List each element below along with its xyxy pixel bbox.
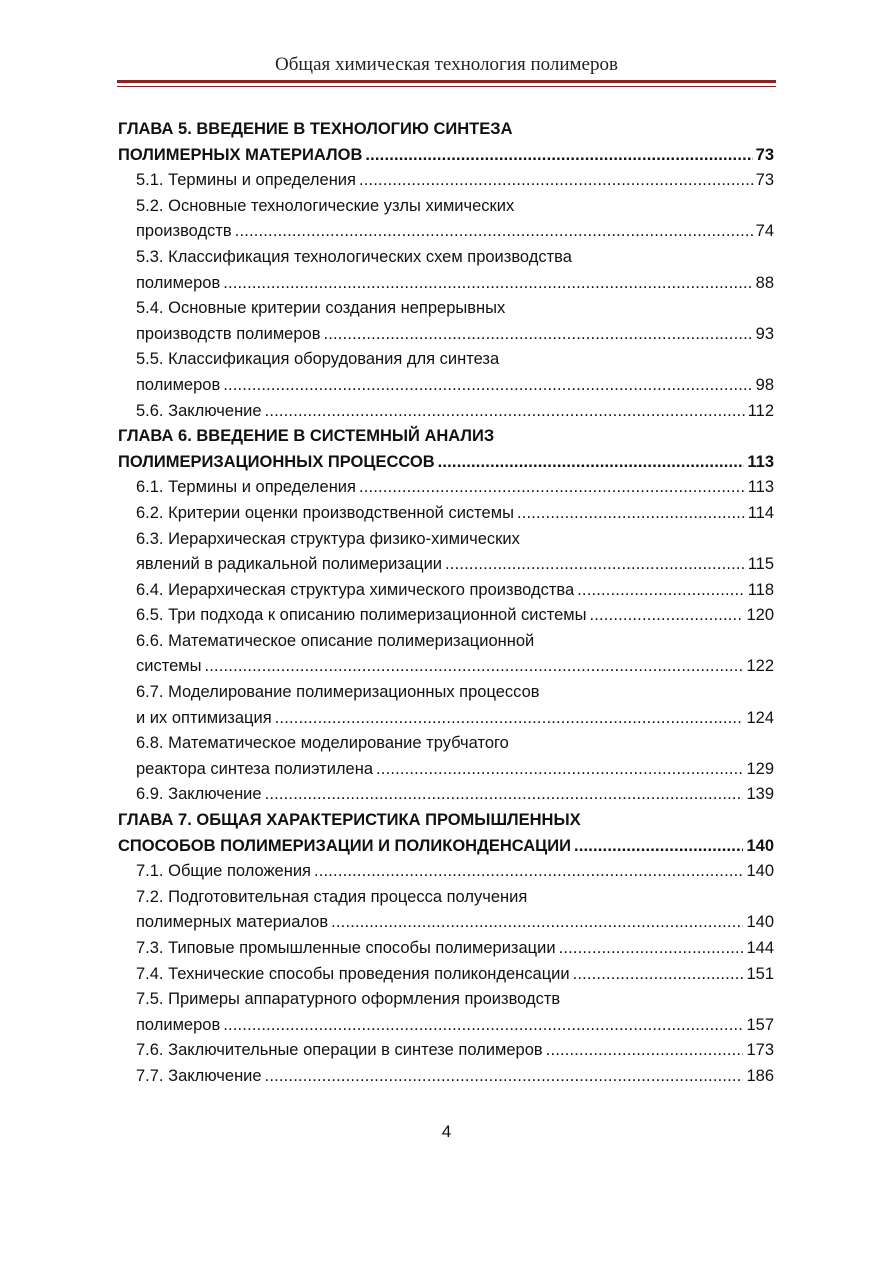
entry-title: 6.3. Иерархическая структура физико-химических bbox=[136, 529, 520, 548]
dot-leader bbox=[590, 603, 744, 629]
dot-leader bbox=[265, 782, 744, 808]
entry-title: 5.2. Основные технологические узлы химических bbox=[136, 196, 515, 215]
toc-entry-6-2 bbox=[118, 501, 774, 527]
dot-leader bbox=[223, 373, 752, 399]
dot-leader bbox=[546, 1038, 744, 1064]
entry-title: 5.6. Заключение bbox=[136, 401, 262, 420]
toc-entry-6-8 bbox=[118, 731, 774, 782]
toc-entry-7-6 bbox=[118, 1038, 774, 1064]
dot-leader bbox=[577, 578, 745, 604]
entry-title: 7.7. Заключение bbox=[136, 1066, 262, 1085]
entry-page-number: 140 bbox=[746, 862, 774, 881]
toc-entry-6-6 bbox=[118, 629, 774, 680]
entry-title: 7.3. Типовые промышленные способы полимеризации bbox=[136, 939, 556, 957]
entry-title-continued: и их оптимизация bbox=[136, 708, 272, 727]
chapter-title-line bbox=[118, 808, 774, 834]
toc-entry-5-2 bbox=[118, 194, 774, 245]
entry-page-number: 144 bbox=[746, 939, 774, 957]
entry-page-number: 157 bbox=[746, 1015, 774, 1034]
entry-title-continued: полимеров bbox=[136, 273, 221, 292]
toc-entry-7-5 bbox=[118, 987, 774, 1038]
entry-title-continued: системы bbox=[136, 657, 202, 676]
toc-entry-7-3 bbox=[118, 936, 774, 962]
dot-leader bbox=[438, 450, 745, 476]
entry-page-number: 140 bbox=[746, 913, 774, 932]
entry-title: 7.6. Заключительные операции в синтезе полимеров bbox=[136, 1041, 543, 1060]
dot-leader bbox=[275, 706, 744, 732]
dot-leader bbox=[204, 654, 743, 680]
dot-leader bbox=[223, 1013, 743, 1039]
toc-entry-6-7 bbox=[118, 680, 774, 731]
dot-leader bbox=[517, 501, 745, 527]
toc-entry-6-4 bbox=[118, 578, 774, 604]
toc-chapter-5 bbox=[118, 117, 774, 168]
entry-title: 6.9. Заключение bbox=[136, 785, 262, 804]
toc-entry-7-2 bbox=[118, 885, 774, 936]
entry-title: 7.1. Общие положения bbox=[136, 862, 311, 881]
dot-leader bbox=[323, 322, 752, 348]
entry-page-number: 93 bbox=[755, 324, 774, 343]
entry-title: 7.2. Подготовительная стадия процесса получения bbox=[136, 887, 528, 906]
dot-leader bbox=[559, 936, 744, 962]
entry-page-number: 124 bbox=[746, 708, 774, 727]
entry-title-continued: реактора синтеза полиэтилена bbox=[136, 759, 374, 778]
entry-title-continued: производств полимеров bbox=[136, 324, 321, 343]
entry-page-number: 118 bbox=[747, 580, 774, 599]
chapter-title: ПОЛИМЕРНЫХ МАТЕРИАЛОВ bbox=[118, 145, 363, 164]
header-rule-thin bbox=[117, 86, 776, 87]
entry-page-number: 186 bbox=[746, 1066, 774, 1085]
chapter-title: ГЛАВА 5. ВВЕДЕНИЕ В ТЕХНОЛОГИЮ СИНТЕЗА bbox=[118, 120, 513, 138]
entry-title: 5.3. Классификация технологических схем производства bbox=[136, 247, 572, 266]
toc-entry-7-4 bbox=[118, 962, 774, 988]
entry-page-number: 151 bbox=[746, 964, 774, 983]
chapter-page-number: 73 bbox=[755, 145, 774, 164]
chapter-title-line bbox=[118, 143, 774, 169]
chapter-title-line bbox=[118, 450, 774, 476]
toc-entry-5-6 bbox=[118, 399, 774, 425]
chapter-title-line bbox=[118, 834, 774, 860]
toc-entry-6-3 bbox=[118, 527, 774, 578]
entry-page-number: 120 bbox=[746, 606, 774, 625]
toc-chapter-7 bbox=[118, 808, 774, 859]
dot-leader bbox=[365, 143, 752, 169]
entry-page-number: 74 bbox=[755, 222, 774, 241]
entry-page-number: 88 bbox=[755, 273, 774, 292]
entry-page-number: 122 bbox=[746, 657, 774, 676]
toc-entry-6-1 bbox=[118, 475, 774, 501]
toc-entry-6-9 bbox=[118, 782, 774, 808]
toc-entry-5-3 bbox=[118, 245, 774, 296]
entry-title: 7.5. Примеры аппаратурного оформления производств bbox=[136, 990, 561, 1009]
chapter-title-line bbox=[118, 117, 774, 143]
toc-entry-7-1 bbox=[118, 859, 774, 885]
chapter-title-line bbox=[118, 424, 774, 450]
dot-leader bbox=[331, 910, 743, 936]
toc-entry-7-7 bbox=[118, 1064, 774, 1090]
page-number: 4 bbox=[441, 1122, 452, 1141]
chapter-title: ГЛАВА 7. ОБЩАЯ ХАРАКТЕРИСТИКА ПРОМЫШЛЕННЫХ bbox=[118, 811, 581, 830]
entry-page-number: 113 bbox=[747, 478, 774, 497]
entry-title-continued: полимеров bbox=[136, 1015, 221, 1034]
dot-leader bbox=[376, 757, 743, 783]
entry-page-number: 73 bbox=[755, 171, 774, 190]
entry-title: 7.4. Технические способы проведения поликонденсации bbox=[136, 964, 570, 983]
dot-leader bbox=[359, 168, 753, 194]
chapter-title: СПОСОБОВ ПОЛИМЕРИЗАЦИИ И ПОЛИКОНДЕНСАЦИИ bbox=[118, 836, 571, 855]
entry-page-number: 173 bbox=[746, 1041, 774, 1060]
entry-title: 6.6. Математическое описание полимеризационной bbox=[136, 631, 535, 650]
entry-title: 6.4. Иерархическая структура химического производства bbox=[136, 580, 575, 599]
dot-leader bbox=[265, 399, 745, 425]
running-header-title: Общая химическая технология полимеров bbox=[275, 54, 618, 75]
dot-leader bbox=[223, 271, 752, 297]
chapter-page-number: 140 bbox=[746, 836, 774, 855]
entry-title: 6.1. Термины и определения bbox=[136, 478, 356, 497]
entry-page-number: 115 bbox=[747, 555, 774, 574]
entry-page-number: 139 bbox=[746, 785, 774, 804]
toc-entry-5-4 bbox=[118, 296, 774, 347]
dot-leader bbox=[359, 475, 745, 501]
dot-leader bbox=[445, 552, 745, 578]
entry-page-number: 114 bbox=[747, 503, 774, 522]
dot-leader bbox=[265, 1064, 744, 1090]
toc-entry-5-5 bbox=[118, 347, 774, 398]
toc-entry-5-1 bbox=[118, 168, 774, 194]
entry-title: 6.7. Моделирование полимеризационных процессов bbox=[136, 683, 540, 702]
dot-leader bbox=[574, 834, 744, 860]
entry-title-continued: полимеров bbox=[136, 375, 221, 394]
entry-title: 5.4. Основные критерии создания непрерывных bbox=[136, 299, 506, 318]
table-of-contents bbox=[118, 117, 774, 1090]
header-rule-thick bbox=[117, 80, 776, 83]
entry-page-number: 129 bbox=[746, 759, 774, 778]
chapter-page-number: 113 bbox=[747, 452, 774, 471]
entry-title: 5.5. Классификация оборудования для синтеза bbox=[136, 350, 500, 369]
entry-page-number: 98 bbox=[755, 375, 774, 394]
entry-title: 6.8. Математическое моделирование трубчатого bbox=[136, 734, 509, 753]
entry-title: 6.2. Критерии оценки производственной системы bbox=[136, 503, 514, 522]
entry-title-continued: производств bbox=[136, 222, 232, 241]
entry-title: 5.1. Термины и определения bbox=[136, 171, 356, 190]
entry-title-continued: полимерных материалов bbox=[136, 913, 329, 932]
chapter-title: ГЛАВА 6. ВВЕДЕНИЕ В СИСТЕМНЫЙ АНАЛИЗ bbox=[118, 427, 495, 446]
dot-leader bbox=[314, 859, 743, 885]
entry-title-continued: явлений в радикальной полимеризации bbox=[136, 555, 443, 574]
entry-title: 6.5. Три подхода к описанию полимеризационной системы bbox=[136, 606, 587, 625]
toc-chapter-6 bbox=[118, 424, 774, 475]
toc-entry-6-5 bbox=[118, 603, 774, 629]
dot-leader bbox=[235, 219, 753, 245]
chapter-title: ПОЛИМЕРИЗАЦИОННЫХ ПРОЦЕССОВ bbox=[118, 452, 435, 471]
entry-page-number: 112 bbox=[747, 401, 774, 420]
dot-leader bbox=[573, 962, 744, 988]
